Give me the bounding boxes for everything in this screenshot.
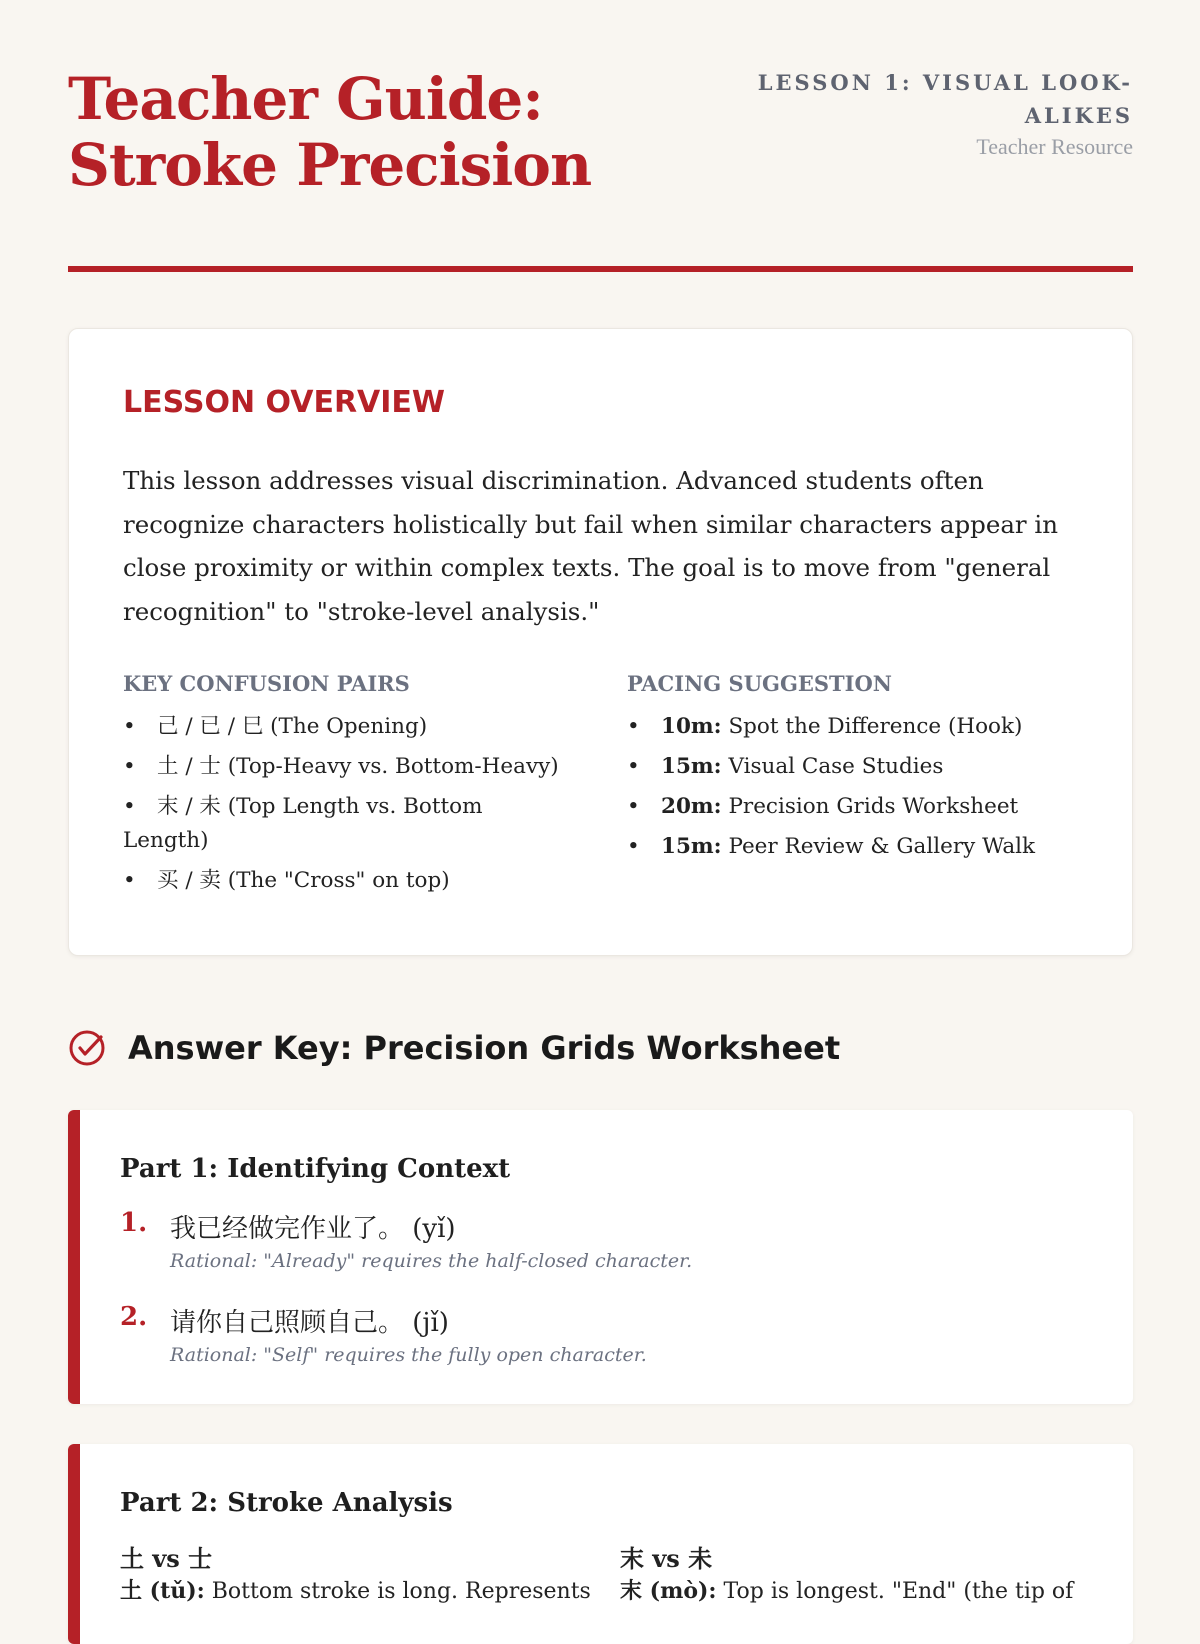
page-header <box>68 0 1133 276</box>
part-2-card <box>68 1444 1133 1644</box>
pacing-activity: Peer Review & Gallery Walk <box>721 834 1036 859</box>
question-answer: 请你自己照顾自己。 (jǐ) <box>170 1308 449 1338</box>
question-rationale: Rational: "Self" requires the fully open character. <box>170 1344 647 1366</box>
analysis-body <box>620 1576 1090 1607</box>
overview-title: LESSON OVERVIEW <box>123 385 446 420</box>
pair-chars: 末 / 未 <box>157 794 221 819</box>
lesson-subtitle: Teacher Resource <box>976 134 1133 159</box>
list-item: • 10m: Spot the Difference (Hook) <box>627 714 1023 739</box>
pacing-section <box>627 671 1077 870</box>
lesson-label: LESSON 1: VISUAL LOOK-ALIKES <box>757 70 1133 128</box>
pacing-activity: Visual Case Studies <box>721 754 944 779</box>
pacing-time: 15m: <box>661 834 722 859</box>
question-number: 2. <box>120 1302 148 1332</box>
teacher-guide-page <box>68 0 1133 1604</box>
pair-chars: 买 / 卖 <box>157 868 221 893</box>
list-item: • 己 / 已 / 巳 (The Opening) <box>123 714 428 739</box>
analysis-left <box>120 1542 590 1607</box>
confusion-pairs-list <box>123 710 573 898</box>
pacing-list <box>627 710 1077 864</box>
analysis-term: 土 (tǔ): <box>120 1578 205 1604</box>
pacing-activity: Precision Grids Worksheet <box>721 794 1019 819</box>
lesson-overview-card <box>68 328 1133 956</box>
list-item: • 15m: Peer Review & Gallery Walk <box>627 834 1036 859</box>
answer-key-title: Answer Key: Precision Grids Worksheet <box>128 1029 841 1067</box>
analysis-text: Bottom stroke is long. Represents <box>204 1579 591 1604</box>
analysis-heading: 土 vs 士 <box>120 1544 213 1573</box>
pacing-time: 10m: <box>661 714 722 739</box>
pacing-heading: PACING SUGGESTION <box>627 671 892 696</box>
pacing-time: 20m: <box>661 794 722 819</box>
confusion-pairs-section <box>123 671 573 904</box>
list-item: • 土 / 士 (Top-Heavy vs. Bottom-Heavy) <box>123 754 559 779</box>
pair-note: (Top Length vs. Bottom Length) <box>123 794 483 853</box>
analysis-heading: 末 vs 未 <box>620 1544 713 1573</box>
question-rationale: Rational: "Already" requires the half-closed character. <box>170 1250 693 1272</box>
confusion-pairs-heading: KEY CONFUSION PAIRS <box>123 671 410 696</box>
question-answer: 我已经做完作业了。 (yǐ) <box>170 1214 456 1244</box>
analysis-text: Top is longest. "End" (the tip of <box>716 1579 1074 1604</box>
list-item: • 15m: Visual Case Studies <box>627 754 944 779</box>
pair-note: (The Opening) <box>263 714 428 739</box>
page-title: Teacher Guide: Stroke Precision <box>68 65 592 199</box>
analysis-term: 末 (mò): <box>620 1578 717 1604</box>
check-circle-icon <box>68 1029 106 1067</box>
overview-text: This lesson addresses visual discrimination. Advanced students often recognize characters holistically but fail when similar characters appear in close proximity or within complex texts. The goal is to move from "general recognition" to "stroke-level analysis." <box>123 466 1059 626</box>
pair-chars: 土 / 士 <box>157 754 221 779</box>
pacing-time: 15m: <box>661 754 722 779</box>
header-divider <box>68 266 1133 272</box>
pacing-activity: Spot the Difference (Hook) <box>721 714 1023 739</box>
analysis-body <box>120 1576 590 1607</box>
pair-note: (Top-Heavy vs. Bottom-Heavy) <box>220 754 559 779</box>
analysis-right <box>620 1542 1090 1607</box>
part-2-title: Part 2: Stroke Analysis <box>120 1488 453 1518</box>
part-1-title: Part 1: Identifying Context <box>120 1154 511 1184</box>
list-item: • 买 / 卖 (The "Cross" on top) <box>123 868 450 893</box>
part-1-card <box>68 1110 1133 1404</box>
pair-chars: 己 / 已 / 巳 <box>157 714 264 739</box>
list-item: • 20m: Precision Grids Worksheet <box>627 794 1019 819</box>
list-item: • 末 / 未 (Top Length vs. Bottom Length) <box>123 794 483 853</box>
pair-note: (The "Cross" on top) <box>220 868 450 893</box>
question-number: 1. <box>120 1208 148 1238</box>
